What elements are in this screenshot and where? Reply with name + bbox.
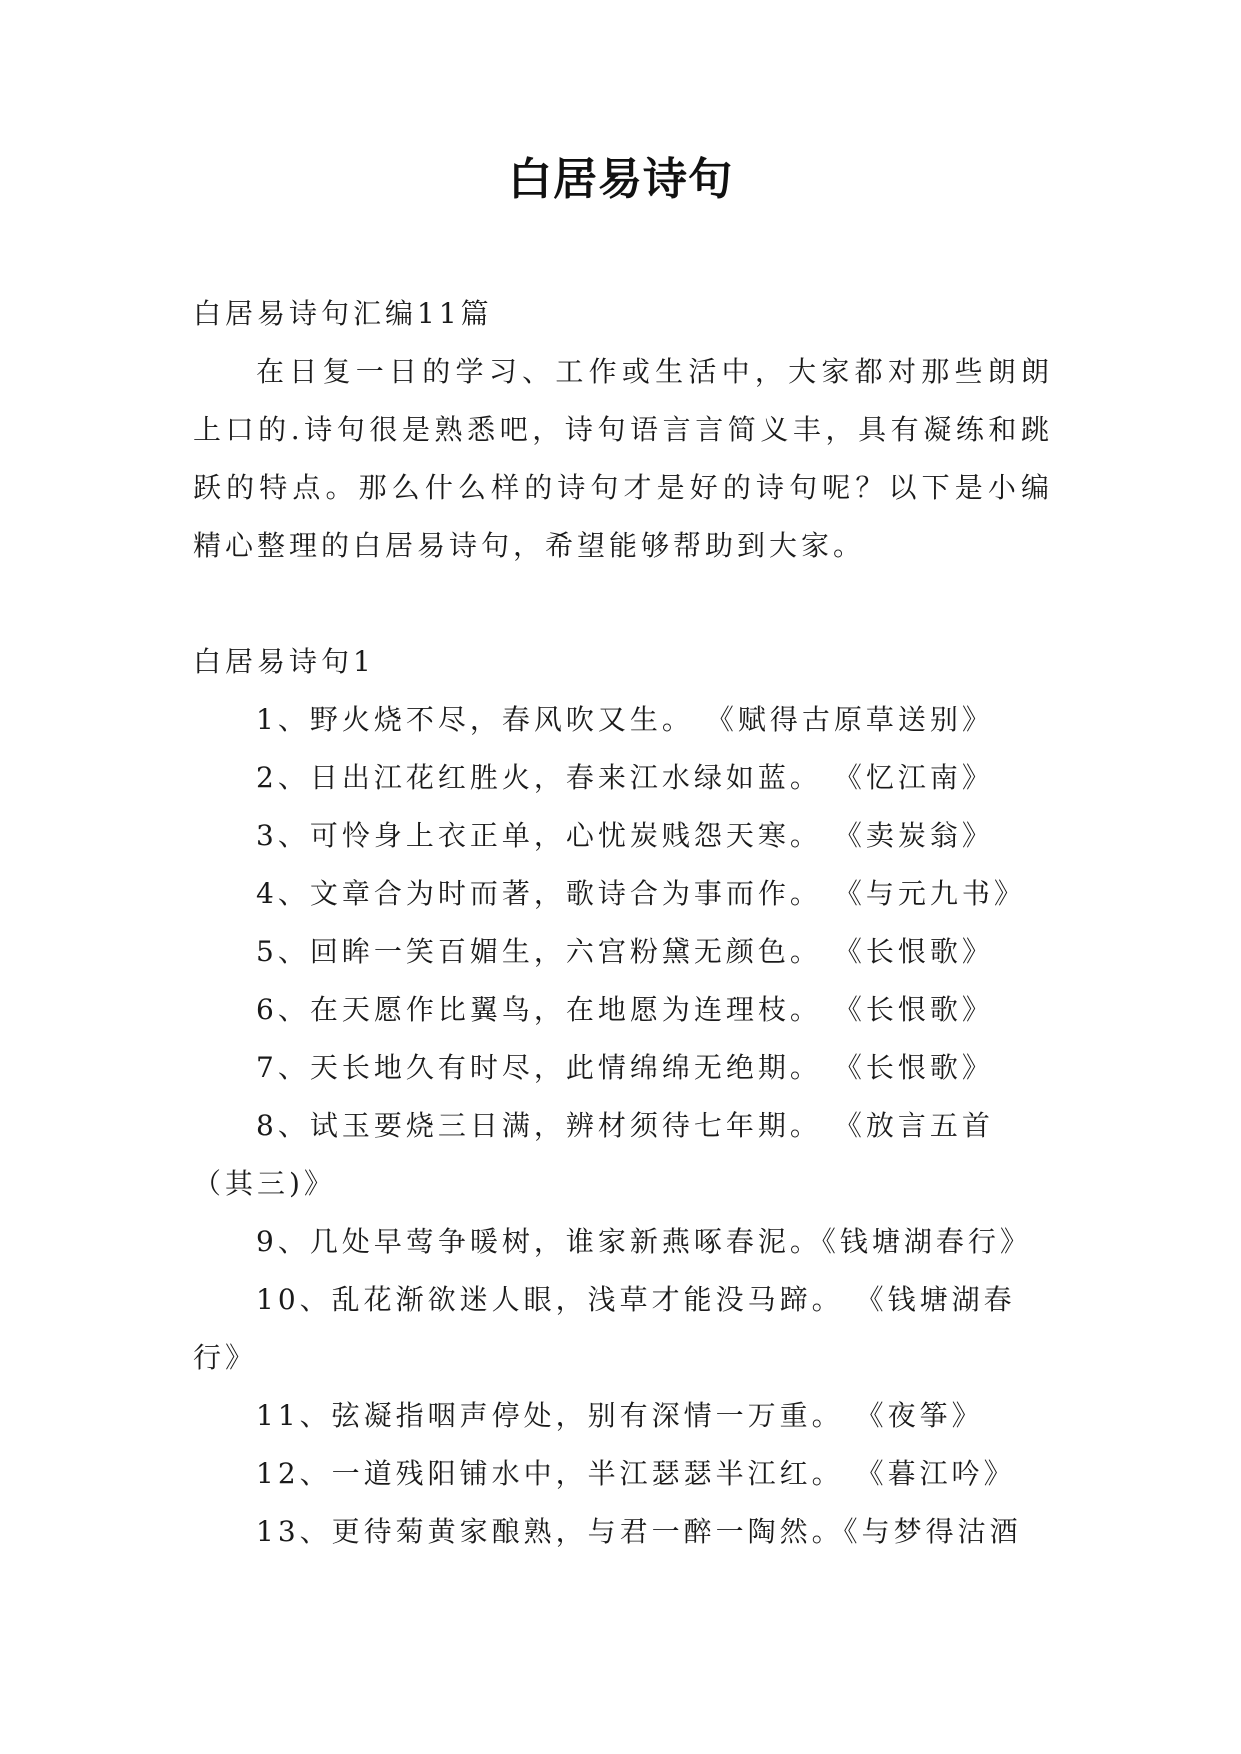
poem-text: 在天愿作比翼鸟，在地愿为连理枝。 <box>309 993 822 1026</box>
poem-number: 1、 <box>256 703 310 736</box>
poem-number: 2、 <box>256 761 310 794</box>
poem-number: 3、 <box>256 819 310 852</box>
poem-line <box>193 749 1053 807</box>
poem-number: 4、 <box>256 877 310 910</box>
intro-paragraph: 在日复一日的学习、工作或生活中，大家都对那些朗朗上口的.诗句很是熟悉吧，诗句语言言简义丰，具有凝练和跳跃的特点。那么什么样的诗句才是好的诗句呢？以下是小编精心整理的白居易诗句，希望能够帮助到大家。 <box>193 355 1053 562</box>
poem-number: 5、 <box>256 935 310 968</box>
section-heading: 白居易诗句1 <box>193 645 375 678</box>
document-body <box>193 285 1053 1561</box>
poem-line <box>193 1271 1053 1387</box>
poem-source: 《与元九书》 <box>847 877 1026 910</box>
poem-text: 乱花渐欲迷人眼，浅草才能没马蹄。 <box>331 1283 844 1316</box>
poem-source: 《长恨歌》 <box>847 935 994 968</box>
subtitle: 白居易诗句汇编11篇 <box>193 297 493 330</box>
poem-source: 《暮江吟》 <box>869 1457 1016 1490</box>
poem-number: 12、 <box>256 1457 332 1490</box>
poem-text: 日出江花红胜火，春来江水绿如蓝。 <box>309 761 822 794</box>
spacer <box>193 575 1053 633</box>
poem-text: 弦凝指咽声停处，别有深情一万重。 <box>331 1399 844 1432</box>
poem-line <box>193 1097 1053 1213</box>
poem-text: 文章合为时而著，歌诗合为事而作。 <box>309 877 822 910</box>
page-title: 白居易诗句 <box>508 154 733 205</box>
poem-line <box>193 923 1053 981</box>
poem-number: 13、 <box>256 1515 332 1548</box>
poem-source: 《钱塘湖春行》 <box>193 1283 1016 1374</box>
poem-line <box>193 691 1053 749</box>
poem-line <box>193 981 1053 1039</box>
poem-text: 一道残阳铺水中，半江瑟瑟半江红。 <box>331 1457 844 1490</box>
poem-source: 《夜筝》 <box>869 1399 984 1432</box>
poem-text: 更待菊黄家酿熟，与君一醉一陶然。 <box>331 1515 844 1548</box>
poem-text: 回眸一笑百媚生，六宫粉黛无颜色。 <box>309 935 822 968</box>
poem-text: 野火烧不尽，春风吹又生。 <box>309 703 694 736</box>
poem-source: 《长恨歌》 <box>847 993 994 1026</box>
poem-line <box>193 1039 1053 1097</box>
poem-line <box>193 807 1053 865</box>
poem-line <box>193 1503 1053 1561</box>
poem-source: 《忆江南》 <box>847 761 994 794</box>
poem-source: 《放言五首（其三)》 <box>193 1109 994 1200</box>
poem-text: 可怜身上衣正单，心忧炭贱怨天寒。 <box>309 819 822 852</box>
poem-line <box>193 1387 1053 1445</box>
poem-number: 7、 <box>256 1051 310 1084</box>
poem-line <box>193 1445 1053 1503</box>
poem-number: 11、 <box>256 1399 332 1432</box>
poem-number: 6、 <box>256 993 310 1026</box>
poem-text: 几处早莺争暖树，谁家新燕啄春泥。 <box>309 1225 822 1258</box>
poem-number: 9、 <box>256 1225 310 1258</box>
poem-number: 8、 <box>256 1109 310 1142</box>
poem-number: 10、 <box>256 1283 332 1316</box>
poem-text: 天长地久有时尽，此情绵绵无绝期。 <box>309 1051 822 1084</box>
poem-text: 试玉要烧三日满，辨材须待七年期。 <box>309 1109 822 1142</box>
poem-line <box>193 865 1053 923</box>
poem-source: 《钱塘湖春行》 <box>821 1225 1032 1258</box>
poem-line <box>193 1213 1053 1271</box>
poem-source: 《赋得古原草送别》 <box>719 703 994 736</box>
poem-source: 《卖炭翁》 <box>847 819 994 852</box>
poem-source: 《长恨歌》 <box>847 1051 994 1084</box>
poem-source: 《与梦得沽酒 <box>843 1515 1022 1548</box>
